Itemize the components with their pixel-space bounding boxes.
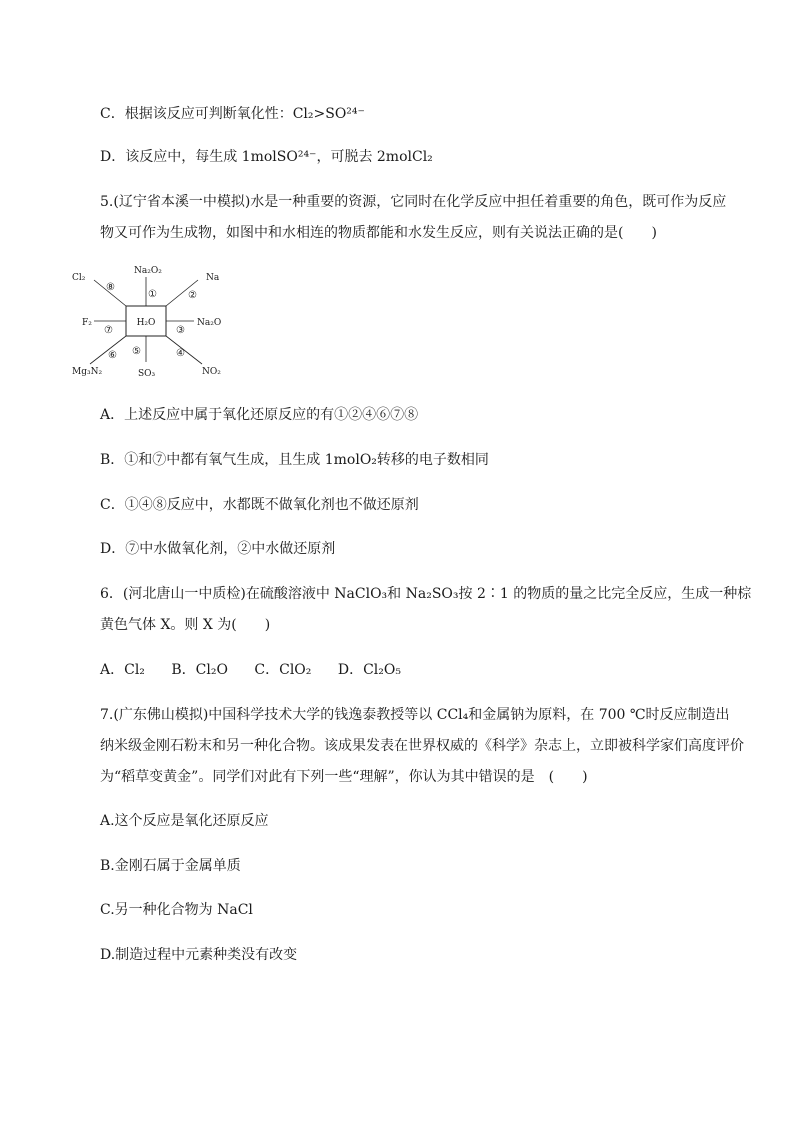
label-f2: F₂ [82, 318, 92, 328]
q5-option-b: B．①和⑦中都有氧气生成，且生成 1molO₂转移的电子数相同 [100, 452, 489, 468]
num-3: ③ [176, 325, 185, 336]
q7-option-a: A.这个反应是氧化还原反应 [100, 813, 269, 829]
q7-stem-line2: 纳米级金刚石粉末和另一种化合物。该成果发表在世界权威的《科学》杂志上，立即被科学家们高度评价 [100, 738, 744, 754]
q7-option-b: B.金刚石属于金属单质 [100, 858, 241, 874]
num-8: ⑧ [106, 282, 115, 293]
q5-option-c: C．①④⑧反应中，水都既不做氧化剂也不做还原剂 [100, 497, 419, 513]
label-na: Na [206, 273, 220, 283]
q7-stem-line3: 为“稻草变黄金”。同学们对此有下列一些“理解”，你认为其中错误的是 ( ) [100, 769, 588, 785]
q5-stem-line1: 5.(辽宁省本溪一中模拟)水是一种重要的资源，它同时在化学反应中担任着重要的角色，既可作为反应 [100, 194, 727, 210]
q6-choice-d: D．Cl₂O₅ [337, 662, 401, 678]
q6-stem-line2: 黄色气体 X。则 X 为( ) [100, 617, 271, 633]
q7-option-d: D.制造过程中元素种类没有改变 [100, 947, 298, 963]
q6-choice-b: B．Cl₂O [171, 662, 228, 678]
label-so3: SO₃ [138, 369, 156, 379]
q4-option-d: D．该反应中，每生成 1molSO²⁴⁻，可脱去 2molCl₂ [100, 149, 433, 165]
q6-choices [100, 660, 423, 680]
label-na2o2: Na₂O₂ [134, 266, 162, 276]
q5-option-a: A．上述反应中属于氧化还原反应的有①②④⑥⑦⑧ [100, 407, 419, 423]
label-na2o: Na₂O [197, 318, 222, 328]
label-mg3n2: Mg₃N₂ [72, 367, 103, 377]
label-no2: NO₂ [202, 367, 221, 377]
q7-stem-line1: 7.(广东佛山模拟)中国科学技术大学的钱逸泰教授等以 CCl₄和金属钠为原料，在 700 ℃时反应制造出 [100, 707, 730, 723]
q7-option-c: C.另一种化合物为 NaCl [100, 902, 253, 918]
q6-choice-c: C．ClO₂ [254, 662, 312, 678]
q6-stem-line1: 6．(河北唐山一中质检)在硫酸溶液中 NaClO₃和 Na₂SO₃按 2∶1 的物质的量之比完全反应，生成一种棕 [100, 586, 752, 602]
num-7: ⑦ [104, 325, 113, 336]
num-6: ⑥ [108, 350, 117, 361]
num-2: ② [188, 290, 197, 301]
q5-option-d: D．⑦中水做氧化剂，②中水做还原剂 [100, 541, 336, 557]
num-5: ⑤ [132, 346, 141, 357]
q4-option-c: C．根据该反应可判断氧化性：Cl₂>SO²⁴⁻ [100, 106, 365, 122]
q6-choice-a: A．Cl₂ [100, 662, 145, 678]
water-reaction-diagram [70, 262, 225, 382]
label-cl2: Cl₂ [72, 273, 86, 283]
q5-stem-line2: 物又可作为生成物，如图中和水相连的物质都能和水发生反应，则有关说法正确的是( ) [100, 225, 657, 241]
num-4: ④ [176, 348, 185, 359]
num-1: ① [148, 289, 157, 300]
h2o-label: H₂O [136, 318, 156, 328]
